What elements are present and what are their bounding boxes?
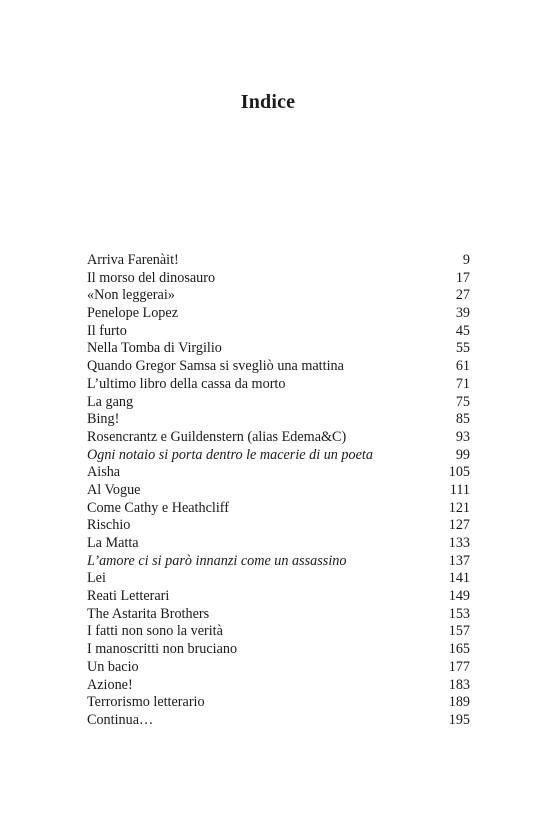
toc-entry-page-number: 93 <box>455 428 470 445</box>
toc-entry <box>87 677 470 695</box>
toc-entry <box>87 694 470 712</box>
toc-entry-title: L’ultimo libro della cassa da morto <box>87 375 286 392</box>
toc-entry-title: Come Cathy e Heathcliff <box>87 499 229 516</box>
toc-entry-title: Nella Tomba di Virgilio <box>87 340 222 357</box>
toc-entry-page-number: 85 <box>455 411 470 428</box>
toc-entry <box>87 411 470 429</box>
toc-entry-title: I fatti non sono la verità <box>87 623 223 640</box>
toc-entry-title: Reati Letterari <box>87 588 170 605</box>
toc-entry-page-number: 45 <box>455 322 470 339</box>
toc-entry-title: La Matta <box>87 535 139 551</box>
toc-entry <box>87 588 470 606</box>
toc-entry-page-number: 189 <box>448 694 470 711</box>
toc-entry-title: Rosencrantz e Guildenstern (alias Edema&C) <box>87 428 347 445</box>
toc-entry-page-number: 9 <box>462 252 470 268</box>
toc-entry <box>87 500 470 518</box>
toc-entry-page-number: 165 <box>448 641 470 658</box>
toc-entry-title: Il morso del dinosauro <box>87 269 216 286</box>
toc-entry <box>87 252 470 270</box>
toc-entry-title: Arriva Farenàit! <box>87 252 179 268</box>
toc-entry-title: Rischio <box>87 517 131 534</box>
toc-entry-title: Penelope Lopez <box>87 305 178 322</box>
toc-entry-title: Bing! <box>87 411 120 428</box>
toc-entry-page-number: 149 <box>448 588 470 605</box>
toc-entry-title: Quando Gregor Samsa si svegliò una mattina <box>87 358 344 375</box>
toc-entry <box>87 270 470 288</box>
toc-entry <box>87 429 470 447</box>
toc-entry-page-number: 111 <box>449 481 470 498</box>
toc-entry <box>87 287 470 305</box>
toc-entry <box>87 606 470 624</box>
toc-entry-title: Aisha <box>87 464 121 481</box>
toc-entry-page-number: 99 <box>455 446 470 463</box>
toc-entry-page-number: 141 <box>448 570 470 587</box>
toc-entry <box>87 712 470 730</box>
toc-entry-page-number: 55 <box>455 340 470 357</box>
toc-entry-title: Al Vogue <box>87 481 141 498</box>
table-of-contents <box>87 252 470 730</box>
toc-entry <box>87 659 470 677</box>
toc-entry <box>87 447 470 465</box>
toc-entry <box>87 641 470 659</box>
toc-entry-page-number: 127 <box>448 517 470 534</box>
toc-entry-page-number: 39 <box>455 305 470 322</box>
toc-entry-page-number: 17 <box>455 269 470 286</box>
toc-entry <box>87 394 470 412</box>
toc-entry-page-number: 105 <box>448 464 470 481</box>
toc-entry-title: Il furto <box>87 322 127 339</box>
toc-entry <box>87 305 470 323</box>
toc-entry-page-number: 183 <box>448 676 470 693</box>
toc-entry <box>87 535 470 553</box>
toc-entry-page-number: 71 <box>455 375 470 392</box>
toc-entry-page-number: 195 <box>448 711 470 728</box>
toc-entry-page-number: 137 <box>448 552 470 569</box>
toc-entry-title: Azione! <box>87 676 133 693</box>
toc-entry-title: «Non leggerai» <box>87 287 175 304</box>
toc-entry <box>87 376 470 394</box>
toc-entry-page-number: 61 <box>455 358 470 375</box>
toc-entry-title: L’amore ci si parò innanzi come un assassino <box>87 552 347 569</box>
toc-entry-page-number: 75 <box>455 393 470 410</box>
toc-entry-title: Terrorismo letterario <box>87 694 205 711</box>
toc-entry-title: Continua… <box>87 711 154 728</box>
toc-entry-title: The Astarita Brothers <box>87 605 210 622</box>
toc-entry <box>87 323 470 341</box>
toc-entry-page-number: 133 <box>448 535 470 551</box>
toc-entry-title: La gang <box>87 393 134 410</box>
toc-entry-page-number: 121 <box>448 499 470 516</box>
toc-entry-title: Ogni notaio si porta dentro le macerie di un poeta <box>87 446 373 463</box>
toc-entry <box>87 570 470 588</box>
toc-entry-page-number: 27 <box>455 287 470 304</box>
toc-entry <box>87 517 470 535</box>
toc-entry <box>87 553 470 571</box>
toc-entry-title: I manoscritti non bruciano <box>87 641 238 658</box>
toc-entry-title: Un bacio <box>87 658 139 675</box>
toc-entry-page-number: 157 <box>448 623 470 640</box>
toc-entry <box>87 464 470 482</box>
toc-entry <box>87 340 470 358</box>
toc-entry <box>87 482 470 500</box>
toc-entry-title: Lei <box>87 570 106 587</box>
toc-entry-page-number: 153 <box>448 605 470 622</box>
page-title: Indice <box>240 91 296 114</box>
toc-entry-page-number: 177 <box>448 658 470 675</box>
toc-entry <box>87 358 470 376</box>
toc-entry <box>87 623 470 641</box>
